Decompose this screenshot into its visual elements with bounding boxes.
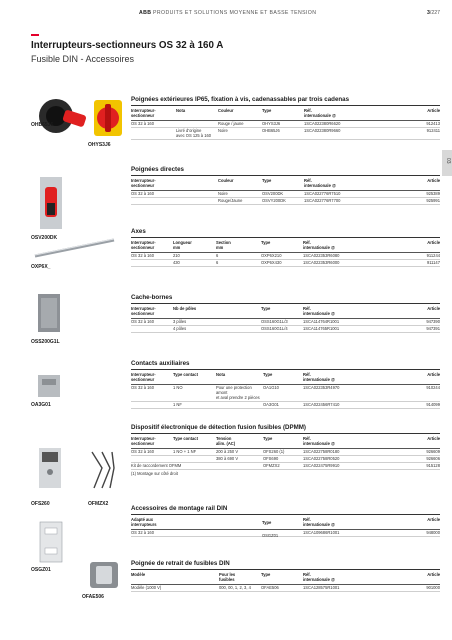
table-cell: [131, 198, 176, 203]
table-cell: Pour une protection amont et aval prendre 2 pièces: [216, 385, 260, 401]
col-header: Article: [427, 572, 440, 577]
table-cell: 1SCA114765R1001: [303, 326, 340, 332]
col-header: Tension alim. (AC): [216, 436, 236, 446]
table-row: [131, 253, 440, 260]
section-fuse-monitoring: [131, 424, 440, 476]
table-cell: OS 32 à 160: [131, 191, 154, 197]
table-cell: 1 NO: [173, 385, 183, 391]
table-cell: 1SCA022776R7700: [304, 198, 341, 204]
table-cell: 1SCA109686R1001: [303, 530, 340, 536]
col-header: Réf. internationale @: [303, 240, 335, 250]
table-header: [131, 306, 440, 319]
table-cell: 914099: [426, 402, 440, 408]
table-cell: Rouge / jaune: [218, 121, 244, 127]
col-header: Interrupteur- sectionneur: [131, 372, 156, 382]
table-cell: OXP6X430: [261, 260, 282, 266]
section-title: Accessoires de montage rail DIN: [131, 505, 440, 515]
handle-black-red-image: [34, 96, 94, 136]
table-cell: 912413: [426, 121, 440, 127]
col-header: Pour les fusibles: [219, 572, 236, 582]
table-header: [131, 108, 440, 121]
table-cell: OFMZX2: [263, 463, 280, 469]
label-ohb65j6: OHB65J6: [31, 122, 54, 128]
section-shafts: [131, 228, 440, 267]
table-cell: [131, 326, 173, 331]
col-header: Nota: [216, 372, 226, 377]
table-cell: OA1G10: [263, 385, 279, 391]
table-row: [131, 260, 440, 267]
col-header: Type: [261, 240, 271, 245]
page-title: Interrupteurs-sectionneurs OS 32 à 160 A: [31, 40, 224, 51]
table-row: [131, 319, 440, 326]
col-header: Type: [262, 108, 272, 113]
col-header: Type contact: [173, 372, 198, 377]
col-header: Nota: [176, 108, 186, 113]
table-cell: 6: [216, 253, 219, 259]
col-header: Interrupteur- sectionneur: [131, 108, 156, 118]
table-cell: 210: [173, 253, 180, 259]
table-cell: 1SCA022758R0520: [303, 456, 340, 462]
section-title: Poignées extérieures IP65, fixation à vis, cadenassables par trois cadenas: [131, 96, 440, 106]
col-header: Section mm: [216, 240, 231, 250]
table-cell: 915128: [426, 463, 440, 469]
table-cell: Noire: [218, 128, 228, 134]
table-cell: 000, 00, 1, 2, 3, 4: [219, 585, 251, 591]
col-header: Type: [261, 306, 271, 311]
section-external-handles: [131, 96, 440, 140]
section-din-rail: [131, 505, 440, 537]
col-header: Adapté aux interrupteurs: [131, 517, 157, 527]
table-cell: 925389: [426, 191, 440, 197]
table-header: [131, 436, 440, 449]
label-ofs260: OFS260: [31, 501, 50, 507]
running-header: [0, 10, 452, 20]
table-cell: 947391: [426, 326, 440, 332]
col-header: Interrupteur- sectionneur: [131, 436, 156, 446]
col-header: Réf. internationale @: [303, 306, 335, 316]
col-header: Réf. internationale @: [304, 108, 336, 118]
table-header: [131, 372, 440, 385]
table-cell: OS 32 à 160: [131, 530, 154, 536]
table-header: [131, 240, 440, 253]
table-cell: OFS690: [263, 456, 279, 462]
table-row: [131, 128, 440, 140]
din-rail-adapter-image: [36, 520, 66, 564]
table-cell: 912411: [426, 128, 440, 134]
table-cell: Modèle (1000 V): [131, 585, 162, 591]
table-cell: 911147: [426, 260, 440, 266]
section-terminal-covers: [131, 294, 440, 333]
table-cell: Noire: [218, 191, 228, 197]
table-cell: OS 32 à 160: [131, 449, 154, 455]
section-fuse-puller: [131, 560, 440, 592]
page-subtitle: Fusible DIN - Accessoires: [31, 54, 135, 64]
terminal-cover-image: [36, 292, 62, 334]
table-row: [131, 402, 440, 409]
col-header: Interrupteur- sectionneur: [131, 178, 156, 188]
col-header: Modèle: [131, 572, 146, 577]
footnote: (1) Montage sur côté droit: [131, 471, 178, 477]
table-cell: OS 32 à 160: [131, 319, 154, 325]
col-header: Type: [263, 436, 273, 441]
col-header: Type: [261, 572, 271, 577]
table-cell: 6: [216, 260, 219, 266]
table-cell: 1SCA022353R4970: [303, 385, 340, 391]
table-cell: 1SCA128575R1001: [303, 585, 340, 591]
col-header: Type contact: [173, 436, 198, 441]
chapter-tab[interactable]: [442, 150, 452, 176]
col-header: [176, 178, 218, 188]
handle-red-yellow-image: [88, 96, 128, 142]
table-cell: OSS160G1L/4: [261, 326, 288, 332]
section-title: Poignée de retrait de fusibles DIN: [131, 560, 440, 570]
table-cell: OFAE506: [261, 585, 279, 591]
section-title: Contacts auxiliaires: [131, 360, 440, 370]
label-oa3g01: OA3G01: [31, 402, 51, 408]
table-row: [131, 385, 440, 402]
label-oss200g1l: OSS200G1L: [31, 339, 60, 345]
table-cell: [216, 402, 263, 407]
table-cell: 1SCA022475R9910: [303, 463, 340, 469]
col-header: Réf. internationale @: [303, 372, 335, 382]
col-header: Nb de pôles: [173, 306, 197, 311]
chapter-tab-label: 03: [445, 158, 451, 164]
section-title: Poignées directes: [131, 166, 440, 176]
table-cell: 200 à 250 V: [216, 449, 239, 455]
section-title: Axes: [131, 228, 440, 238]
table-cell: OS 32 à 160: [131, 385, 154, 391]
table-cell: OSS160G1L/3: [261, 319, 288, 325]
table-cell: OXP6X210: [261, 253, 282, 259]
table-cell: [176, 191, 218, 196]
col-header: Couleur: [218, 108, 234, 113]
col-header: Article: [427, 372, 440, 377]
table-cell: 901000: [426, 585, 440, 591]
table-cell: [176, 198, 218, 203]
page-total: /227: [429, 10, 440, 16]
table-row: [131, 530, 440, 537]
col-header: Réf. internationale @: [303, 572, 335, 582]
shaft-image: [32, 236, 117, 260]
table-cell: OS 32 à 160: [131, 121, 154, 127]
col-header: Type: [263, 372, 273, 377]
col-header: Article: [427, 240, 440, 245]
col-header: Article: [427, 178, 440, 183]
table-cell: OHYS3J6: [262, 121, 281, 127]
section-title: Dispositif électronique de détection fusion fusibles (DPMM): [131, 424, 440, 434]
table-cell: [131, 402, 173, 407]
table-cell: OS 32 à 160: [131, 253, 154, 259]
table-cell: OHB65J6: [262, 128, 280, 134]
table-cell: 926606: [426, 456, 440, 462]
table-cell: 1SCA114764R1001: [303, 319, 340, 325]
col-header: Article: [427, 108, 440, 113]
table-row: [131, 585, 440, 592]
connection-kit-image: [88, 448, 118, 492]
table-cell: 1 NO + 1 NF: [173, 449, 197, 455]
table-cell: [131, 128, 176, 138]
table-cell: 1SCA022758R0180: [303, 449, 340, 455]
accent-dash: [31, 34, 39, 36]
label-ofmzx2: OFMZX2: [88, 501, 109, 507]
table-cell: Livré d'origine avec OS 125 à 160: [176, 128, 212, 139]
table-cell: 911244: [426, 253, 440, 259]
col-header: Réf. internationale @: [303, 517, 335, 527]
table-row: [131, 198, 440, 205]
table-cell: 4 pôles: [173, 326, 187, 332]
table-cell: [176, 121, 218, 126]
table-cell: OFS260 (1): [263, 449, 285, 455]
table-row: [131, 463, 440, 470]
table-cell: 1SCA022353R6080: [303, 253, 340, 259]
table-cell: 926609: [426, 449, 440, 455]
table-cell: OSV200DK: [262, 191, 284, 197]
table-row: [131, 456, 440, 463]
col-header: Interrupteur- sectionneur: [131, 306, 156, 316]
table-cell: Rouge/Jaune: [218, 198, 243, 204]
table-cell: 430: [173, 260, 180, 266]
aux-contact-image: [36, 373, 62, 399]
table-cell: 380 à 690 V: [216, 456, 239, 462]
table-cell: 3 pôles: [173, 319, 187, 325]
col-header: Couleur: [218, 178, 234, 183]
table-cell: 1SCA022380R6620: [304, 121, 341, 127]
table-cell: 1 NF: [173, 402, 182, 408]
fuse-monitor-image: [36, 444, 66, 492]
fuse-puller-image: [84, 558, 124, 592]
table-row: [131, 326, 440, 333]
table-header: [131, 572, 440, 585]
col-header: Réf. internationale @: [303, 436, 335, 446]
table-cell: OA3G01: [263, 402, 279, 408]
col-header: Type: [262, 178, 272, 183]
table-cell: [131, 260, 173, 265]
table-cell: OSVY200DK: [262, 198, 286, 204]
running-title: PRODUITS ET SOLUTIONS MOYENNE ET BASSE TENSION: [153, 10, 317, 16]
table-row: [131, 121, 440, 128]
table-cell: [131, 456, 173, 461]
table-cell: 925991: [426, 198, 440, 204]
section-title: Cache-bornes: [131, 294, 440, 304]
table-cell: 1SCA022353R6000: [303, 260, 340, 266]
table-row: [131, 191, 440, 198]
col-header: Longueur mm: [173, 240, 192, 250]
col-header-type: Type: [262, 520, 272, 525]
brand-logo-text: ABB: [139, 10, 152, 16]
table-cell: 947390: [426, 319, 440, 325]
page-current: 3: [427, 10, 430, 16]
col-header: Réf. internationale @: [304, 178, 336, 188]
table-cell: 1SCA022456R7410: [303, 402, 340, 408]
label-osv200dk: OSV200DK: [31, 235, 58, 241]
col-header: Interrupteur- sectionneur: [131, 240, 156, 250]
direct-handle-image: [36, 175, 66, 233]
label-oxp6x: OXP6X_: [31, 264, 51, 270]
table-cell: [173, 456, 216, 461]
col-header: Article: [427, 436, 440, 441]
col-header: Article: [427, 517, 440, 522]
table-cell: Kit de raccordement OFMM: [131, 463, 182, 469]
label-osgz01: OSGZ01: [31, 567, 51, 573]
label-ofae506: OFAE506: [82, 594, 104, 600]
table-cell: OSGZ01: [262, 533, 279, 538]
table-row: [131, 449, 440, 456]
table-cell: 1SCA022776R7510: [304, 191, 341, 197]
section-direct-handles: [131, 166, 440, 205]
table-cell: 948000: [426, 530, 440, 536]
page-number: [427, 10, 440, 16]
label-ohys3j6: OHYS3J6: [88, 142, 111, 148]
table-cell: 1SCA022380R9660: [304, 128, 341, 134]
section-aux-contacts: [131, 360, 440, 409]
col-header: Article: [427, 306, 440, 311]
table-header: [131, 517, 440, 530]
table-header: [131, 178, 440, 191]
table-cell: 910244: [426, 385, 440, 391]
